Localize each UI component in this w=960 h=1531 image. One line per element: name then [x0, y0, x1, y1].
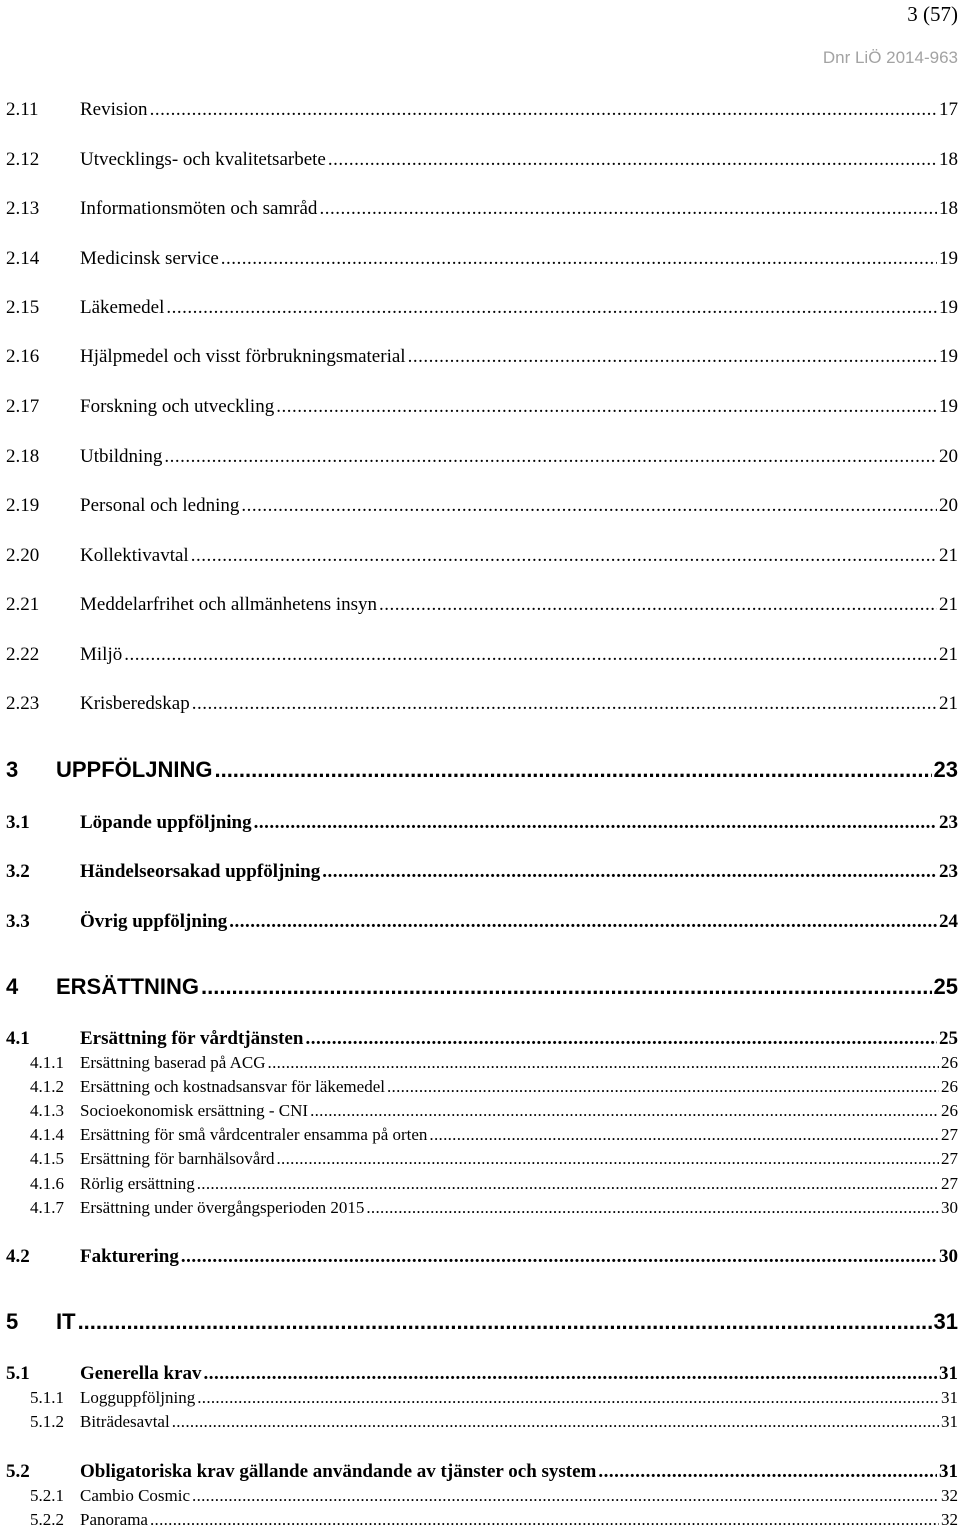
toc-number: 2.23: [6, 693, 40, 714]
toc-number: 2.14: [6, 248, 40, 269]
toc-leader: [276, 396, 937, 418]
toc-number: 2.17: [6, 396, 40, 417]
toc-page: 19: [939, 248, 958, 269]
toc-page: 17: [939, 99, 958, 120]
toc-leader: [172, 1412, 939, 1432]
toc-leader: [310, 1101, 939, 1121]
toc-page: 24: [939, 911, 958, 932]
toc-entry[interactable]: [6, 297, 958, 319]
toc-leader: [124, 644, 937, 666]
toc-page: 31: [939, 1461, 958, 1482]
toc-title: Cambio Cosmic: [80, 1486, 191, 1505]
toc-subentry[interactable]: [6, 1510, 958, 1530]
toc-title: Logguppföljning: [80, 1388, 196, 1407]
toc-number: 4.1.7: [30, 1198, 64, 1217]
toc-title: Krisberedskap: [80, 693, 190, 714]
toc-leader: [322, 861, 937, 883]
toc-title: Panorama: [80, 1510, 148, 1529]
toc-title: Ersättning för barnhälsovård: [80, 1149, 275, 1168]
toc-leader: [150, 1510, 939, 1530]
toc-number: 2.16: [6, 346, 40, 367]
toc-leader: [204, 1363, 937, 1385]
toc-number: 5.1.1: [30, 1388, 64, 1407]
toc-page: 21: [939, 644, 958, 665]
toc-title: UPPFÖLJNING: [56, 757, 213, 782]
toc-leader: [192, 693, 937, 715]
toc-number: 4.1.5: [30, 1149, 64, 1168]
toc-entry[interactable]: [6, 644, 958, 666]
toc-entry[interactable]: [6, 545, 958, 567]
toc-title: Övrig uppföljning: [80, 911, 228, 932]
toc-leader: [150, 99, 937, 121]
toc-entry[interactable]: [6, 693, 958, 715]
toc-leader: [192, 1486, 939, 1506]
toc-entry[interactable]: [6, 99, 958, 121]
toc-leader: [305, 1028, 937, 1050]
toc-number: 4.1: [6, 1028, 30, 1049]
toc-title: Ersättning baserad på ACG: [80, 1053, 266, 1072]
toc-leader: [408, 346, 937, 368]
toc-page: 19: [939, 346, 958, 367]
toc-page: 31: [941, 1388, 958, 1407]
toc-page: 27: [941, 1174, 958, 1193]
toc-title: Medicinsk service: [80, 248, 219, 269]
toc-title: Händelseorsakad uppföljning: [80, 861, 321, 882]
toc-leader: [201, 974, 932, 1000]
toc-entry[interactable]: [6, 495, 958, 517]
page-number: 3 (57): [907, 2, 958, 26]
toc-leader: [598, 1461, 937, 1483]
toc-chapter[interactable]: [6, 757, 958, 783]
toc-title: ERSÄTTNING: [56, 974, 199, 999]
toc-page: 23: [933, 757, 958, 782]
toc-leader: [328, 149, 937, 171]
toc-leader: [221, 248, 937, 270]
toc-leader: [214, 757, 931, 783]
toc-title: Miljö: [80, 644, 123, 665]
toc-number: 5.1: [6, 1363, 30, 1384]
toc-title: IT: [56, 1309, 76, 1334]
toc-number: 2.15: [6, 297, 40, 318]
toc-title: Hjälpmedel och visst förbrukningsmaterial: [80, 346, 406, 367]
toc-leader: [241, 495, 937, 517]
toc-number: 4.2: [6, 1246, 30, 1267]
toc-page: 20: [939, 495, 958, 516]
toc-leader: [78, 1309, 932, 1335]
toc-entry[interactable]: [6, 248, 958, 270]
toc-chapter[interactable]: [6, 1309, 958, 1335]
toc-number: 5.2.1: [30, 1486, 64, 1505]
toc-entry[interactable]: [6, 911, 958, 933]
toc-page: 32: [941, 1486, 958, 1505]
toc-page: 26: [941, 1077, 958, 1096]
toc-page: 32: [941, 1510, 958, 1529]
toc-number: 2.13: [6, 198, 40, 219]
toc-page: 25: [939, 1028, 958, 1049]
toc-subentry[interactable]: [6, 1174, 958, 1194]
toc-entry[interactable]: [6, 812, 958, 834]
toc-title: Löpande uppföljning: [80, 812, 252, 833]
toc-subentry[interactable]: [6, 1149, 958, 1169]
toc-number: 5.2.2: [30, 1510, 64, 1529]
toc-leader: [197, 1388, 939, 1408]
toc-subentry[interactable]: [6, 1077, 958, 1097]
toc-number: 5.2: [6, 1461, 30, 1482]
toc-title: Utvecklings- och kvalitetsarbete: [80, 149, 326, 170]
toc-leader: [164, 446, 937, 468]
toc-page: 19: [939, 297, 958, 318]
toc-number: 4.1.1: [30, 1053, 64, 1072]
toc-title: Ersättning och kostnadsansvar för läkemedel: [80, 1077, 385, 1096]
toc-entry[interactable]: [6, 396, 958, 418]
toc-number: 2.21: [6, 594, 40, 615]
toc-subentry[interactable]: [6, 1388, 958, 1408]
toc-page: 18: [939, 198, 958, 219]
toc-number: 4.1.2: [30, 1077, 64, 1096]
toc-number: 4.1.4: [30, 1125, 64, 1144]
toc-leader: [229, 911, 937, 933]
toc-title: Fakturering: [80, 1246, 179, 1267]
toc-number: 3.3: [6, 911, 30, 932]
toc-entry[interactable]: [6, 1028, 958, 1050]
toc-leader: [268, 1053, 939, 1073]
toc-subentry[interactable]: [6, 1486, 958, 1506]
toc-page: 27: [941, 1149, 958, 1168]
toc-entry[interactable]: [6, 594, 958, 616]
toc-title: Meddelarfrihet och allmänhetens insyn: [80, 594, 378, 615]
toc-leader: [366, 1198, 939, 1218]
toc-page: 18: [939, 149, 958, 170]
toc-number: 5: [6, 1309, 19, 1334]
toc-page: 30: [941, 1198, 958, 1217]
toc-title: Ersättning för små vårdcentraler ensamma på orten: [80, 1125, 428, 1144]
toc-number: 2.12: [6, 149, 40, 170]
toc-subentry[interactable]: [6, 1198, 958, 1218]
toc-title: Socioekonomisk ersättning - CNI: [80, 1101, 309, 1120]
toc-page: 23: [939, 861, 958, 882]
toc-title: Revision: [80, 99, 148, 120]
toc-title: Generella krav: [80, 1363, 202, 1384]
toc-title: Utbildning: [80, 446, 163, 467]
toc-entry[interactable]: [6, 1363, 958, 1385]
toc-page: 31: [939, 1363, 958, 1384]
toc-number: 5.1.2: [30, 1412, 64, 1431]
toc-leader: [166, 297, 937, 319]
toc-entry[interactable]: [6, 446, 958, 468]
toc-leader: [181, 1246, 937, 1268]
toc-page: 21: [939, 594, 958, 615]
toc-page: 26: [941, 1053, 958, 1072]
toc-page: 31: [933, 1309, 958, 1334]
toc-title: Rörlig ersättning: [80, 1174, 195, 1193]
toc-title: Ersättning för vårdtjänsten: [80, 1028, 304, 1049]
toc-number: 2.18: [6, 446, 40, 467]
toc-number: 4.1.3: [30, 1101, 64, 1120]
toc-entry[interactable]: [6, 149, 958, 171]
toc-number: 3.1: [6, 812, 30, 833]
toc-title: Personal och ledning: [80, 495, 240, 516]
toc-subentry[interactable]: [6, 1053, 958, 1073]
toc-number: 4.1.6: [30, 1174, 64, 1193]
toc-leader: [387, 1077, 939, 1097]
toc-subentry[interactable]: [6, 1125, 958, 1145]
toc-number: 2.19: [6, 495, 40, 516]
toc-entry[interactable]: [6, 198, 958, 220]
toc-page: 21: [939, 693, 958, 714]
toc-entry[interactable]: [6, 1246, 958, 1268]
toc-subentry[interactable]: [6, 1412, 958, 1432]
toc-number: 3.2: [6, 861, 30, 882]
toc-subentry[interactable]: [6, 1101, 958, 1121]
toc-leader: [429, 1125, 939, 1145]
toc-title: Obligatoriska krav gällande användande av tjänster och system: [80, 1461, 597, 1482]
toc-page: 25: [933, 974, 958, 999]
document-reference: Dnr LiÖ 2014-963: [822, 48, 958, 67]
toc-leader: [197, 1174, 939, 1194]
toc-title: Läkemedel: [80, 297, 165, 318]
toc-number: 4: [6, 974, 19, 999]
toc-title: Ersättning under övergångsperioden 2015: [80, 1198, 365, 1217]
toc-title: Biträdesavtal: [80, 1412, 170, 1431]
toc-leader: [191, 545, 937, 567]
toc-page: 31: [941, 1412, 958, 1431]
toc-entry[interactable]: [6, 1461, 958, 1483]
toc-page: 21: [939, 545, 958, 566]
toc-title: Informationsmöten och samråd: [80, 198, 318, 219]
toc-page: 26: [941, 1101, 958, 1120]
toc-title: Kollektivavtal: [80, 545, 189, 566]
toc-number: 2.11: [6, 99, 39, 120]
toc-entry[interactable]: [6, 861, 958, 883]
toc-title: Forskning och utveckling: [80, 396, 275, 417]
toc-page: 20: [939, 446, 958, 467]
toc-chapter[interactable]: [6, 974, 958, 1000]
toc-leader: [277, 1149, 940, 1169]
toc-leader: [254, 812, 937, 834]
toc-number: 3: [6, 757, 19, 782]
toc-page: 27: [941, 1125, 958, 1144]
toc-page: 30: [939, 1246, 958, 1267]
toc-number: 2.22: [6, 644, 40, 665]
toc-number: 2.20: [6, 545, 40, 566]
toc-leader: [319, 198, 937, 220]
toc-page: 23: [939, 812, 958, 833]
toc-leader: [379, 594, 937, 616]
toc-entry[interactable]: [6, 346, 958, 368]
toc-page: 19: [939, 396, 958, 417]
